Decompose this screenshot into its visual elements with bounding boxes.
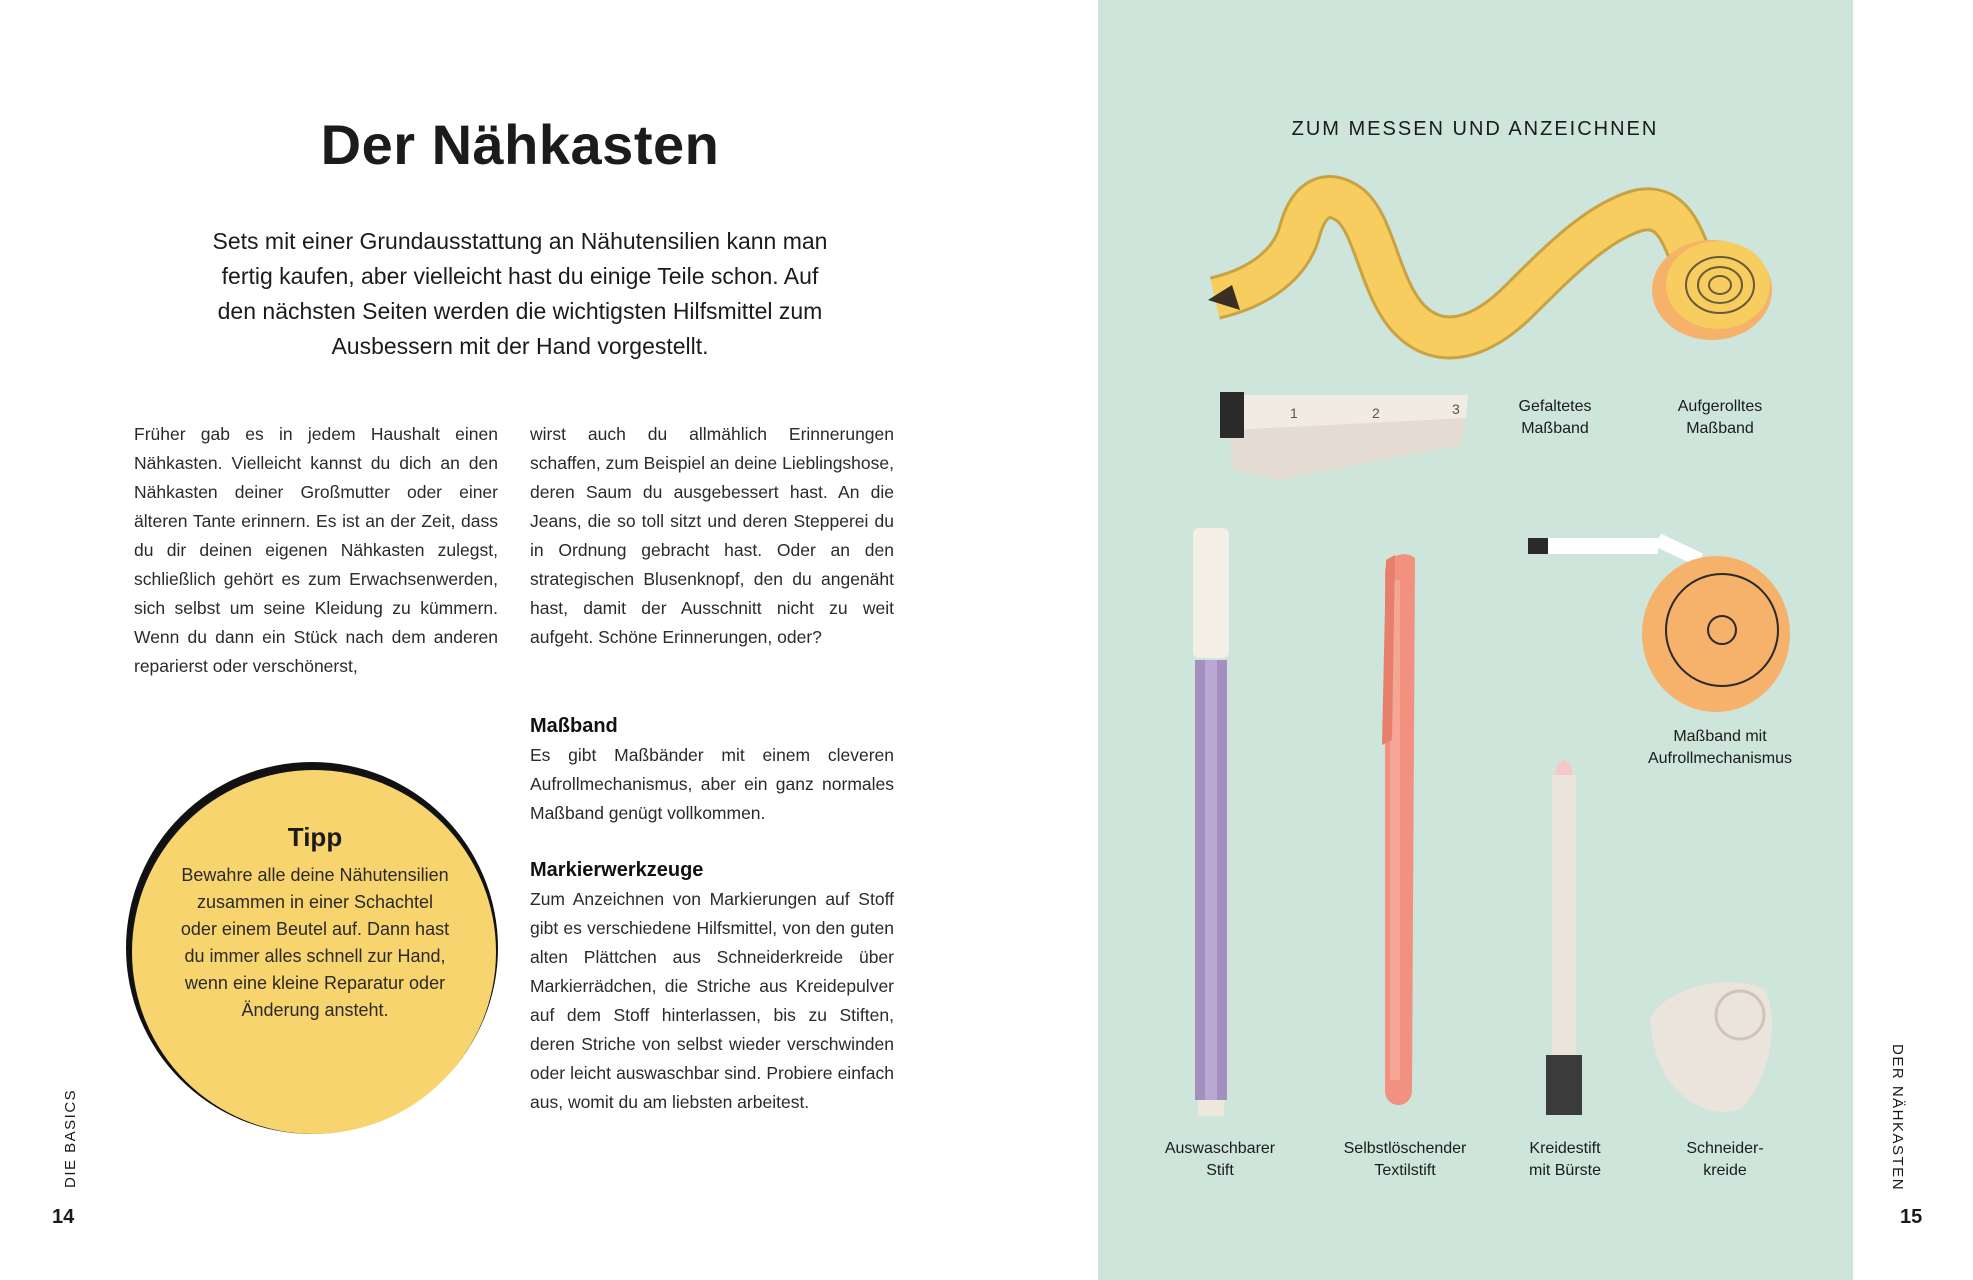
svg-text:2: 2 — [1372, 405, 1380, 421]
caption-retractable-tape: Maßband mit Aufrollmechanismus — [1647, 728, 1793, 767]
page-title: Der Nähkasten — [320, 113, 720, 176]
section-marking-tools — [530, 856, 894, 1117]
section-text-markierwerkzeuge: Zum Anzeichnen von Markierungen auf Stoff gibt es verschiedene Hilfsmittel, von den guten alten Plättchen aus Schneiderkreide über Markierrädchen, die Striche aus Kreidepulver auf dem Stoff hinterlassen, bis zu Stiften, deren Striche von selbst wieder verschwinden oder leicht auswaschbar sind. Probiere einfach aus, womit du am liebsten arbeitest. — [530, 889, 894, 1112]
running-head-right: DER NÄHKASTEN — [1889, 1044, 1906, 1192]
rolled-tape-measure-icon — [1652, 240, 1772, 340]
caption-chalk-pencil: Kreidestift mit Bürste — [1528, 1140, 1601, 1179]
svg-text:1: 1 — [1290, 405, 1298, 421]
tools-illustration — [1098, 0, 1853, 1280]
caption-rolled-tape: Aufgerolltes Maßband — [1677, 398, 1763, 437]
section-measuring-tape — [530, 712, 894, 828]
right-margin — [1853, 0, 1973, 1280]
section-heading-markierwerkzeuge: Markierwerkzeuge — [530, 859, 704, 881]
page-number-left: 14 — [52, 1206, 75, 1228]
caption-erasing-pen: Selbstlöschender Textilstift — [1343, 1140, 1467, 1179]
chalk-pencil-icon — [1546, 760, 1582, 1115]
retractable-tape-measure-icon — [1528, 538, 1790, 712]
intro-paragraph: Sets mit einer Grundausstattung an Nähutensilien kann man fertig kaufen, aber vielleicht hast du einige Teile schon. Auf den nächsten Seiten werden die wichtigsten Hilfsmittel zum Ausbessern mit der Hand vorgestellt. — [212, 228, 828, 359]
body-text-left: Früher gab es in jedem Haushalt einen Nähkasten. Vielleicht kannst du dich an den Nähkasten deiner Großmutter oder einer älteren Tante erinnern. Es ist an der Zeit, dass du dir deinen eigenen Nähkasten zulegst, schließlich gehört es zum Erwachsenwerden, sich selbst um seine Kleidung zu kümmern. Wenn du dann ein Stück nach dem anderen reparierst oder verschönerst, — [134, 424, 498, 676]
caption-tailor-chalk: Schneider- kreide — [1686, 1140, 1764, 1179]
section-text-massband: Es gibt Maßbänder mit einem cleveren Aufrollmechanismus, aber ein ganz normales Maßband genügt vollkommen. — [530, 745, 894, 823]
wavy-tape-measure-icon — [1208, 197, 1690, 337]
caption-folded-tape: Gefaltetes Maßband — [1518, 398, 1592, 437]
page-number-right: 15 — [1900, 1206, 1923, 1228]
washable-pen-icon — [1193, 528, 1229, 1116]
tailor-chalk-icon — [1650, 982, 1772, 1112]
tip-title: Tipp — [287, 822, 343, 852]
tip-text: Bewahre alle deine Nähutensilien zusammen in einer Schachtel oder einem Beutel auf. Dann hast du immer alles schnell zur Hand, wenn eine kleine Reparatur oder Änderung ansteht. — [180, 865, 450, 1020]
folded-tape-measure-icon — [1220, 392, 1468, 480]
illustration-heading: ZUM MESSEN UND ANZEICHNEN — [1291, 118, 1659, 140]
running-head-left: DIE BASICS — [62, 1088, 79, 1188]
erasing-textile-pen-icon — [1382, 554, 1415, 1105]
caption-washable-pen: Auswaschbarer Stift — [1164, 1140, 1276, 1179]
svg-text:3: 3 — [1452, 401, 1460, 417]
section-heading-massband: Maßband — [530, 715, 618, 737]
body-text-right: wirst auch du allmählich Erinnerungen schaffen, zum Beispiel an deine Lieblingshose, deren Saum du ausgebessert hast. An die Jeans, die so toll sitzt und deren Stepperei du in Ordnung gebracht hast. Oder an den strategischen Blusenknopf, den du angenäht hast, damit der Ausschnitt nicht zu weit aufgeht. Schöne Erinnerungen, oder? — [530, 424, 894, 647]
